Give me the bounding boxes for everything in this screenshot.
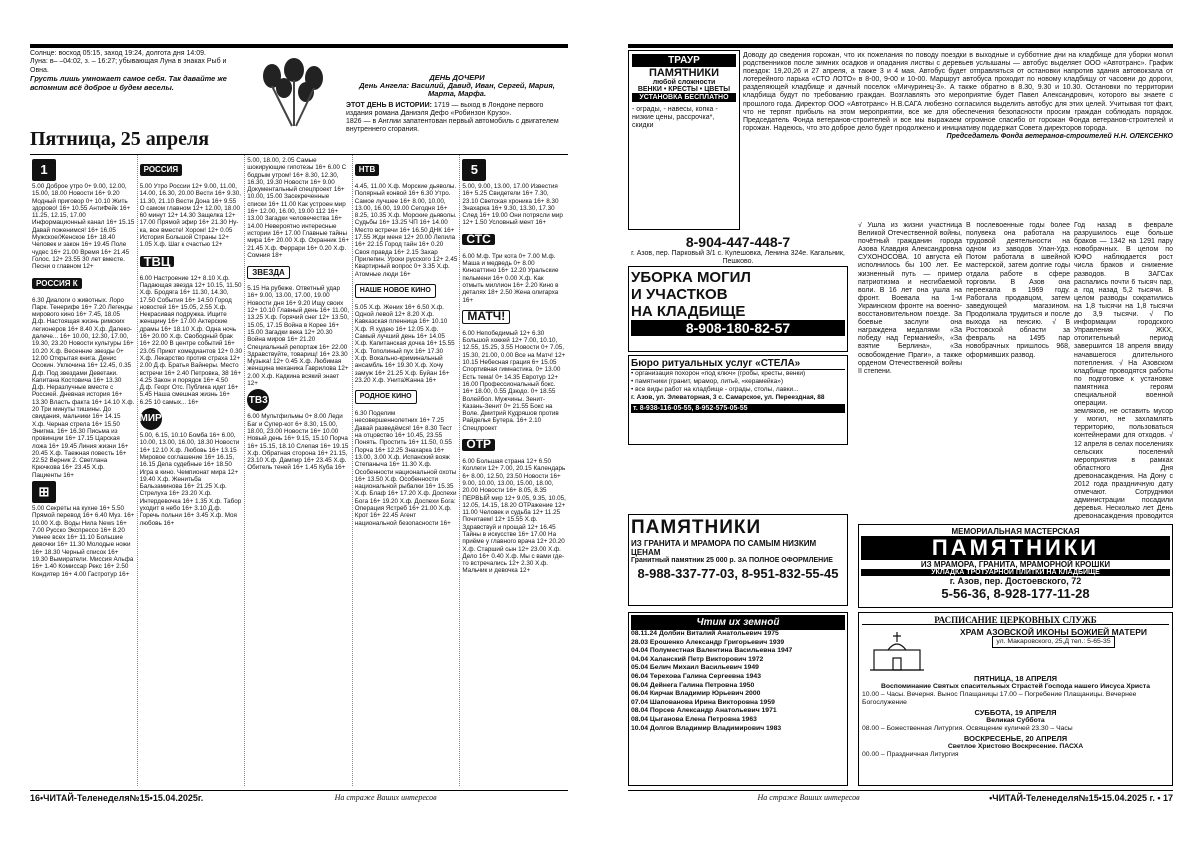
memorial-item: 05.04 Белич Михаил Васильевич 1949 [631, 664, 759, 672]
program-list: 6.00 Настроение 12+ 8.10 Х.ф. Падающая звезда 12+ 10.15, 11.50 Х.ф. Бродяга 16+ 11.30, 14.30, 17.50 События 16+ 14.50 Город новостей 16+ 15.05, 2.55 Х.ф. Некрасивая подружка. Ищите женщину 16+ 17.00 Актерские драмы 16+ 18.10 Х.ф. Одна ночь 16+ 20.00 Х.ф. Свободный брак 16+ 22.00 В центре событий 16+ 23.05 Приют комедиантов 12+ 0.30 Х.ф. Лекарство против страха 12+ 2.00 Д.ф. Братья Вайнеры. Место встречи 16+ 2.40 Петровка, 38 16+ 4.25 Закон и порядок 16+ 4.50 Д.ф. Георг Отс. Публика идет 16+ 5.45 Наша смешная жизнь 16+ 6.25 10 самых... 16+ [139, 274, 243, 406]
ad-memorial-materials: ИЗ МРАМОРА, ГРАНИТА, МРАМОРНОЙ КРОШКИ [920, 560, 1111, 569]
history-1: 1719 — выход в Лондоне первого издания романа Даниэля Дефо «Робинзон Крузо». [346, 101, 544, 117]
program-list: 5.00, 18.00, 2.05 Самые шокирующие гипотезы 16+ 6.00 С бодрым утром! 16+ 8.30, 12.30, 16.30, 19.30 Новости 16+ 9.00 Документальный спецпроект 16+ 10.00, 15.00 Засекреченные списки 16+ 11.00 Как устроен мир 16+ 12.00, 16.00, 19.00 112 16+ 13.00 Загадки человечества 16+ 14.00 Невероятно интересные истории 16+ 17.00 Главные тайны мира 16+ 20.00 Х.ф. Охранник 16+ 21.45 Х.ф. Феррари 16+ 0.20 Х.ф. Сомния 18+ [247, 157, 349, 259]
memorial-item: 28.03 Ерошенко Александр Григорьевич 1939 [631, 638, 785, 646]
ad-stela-row: • памятники (гранит, мрамор, литьё, «керамейка») [631, 378, 784, 385]
church-name: ХРАМ АЗОВСКОЙ ИКОНЫ БОЖИЕЙ МАТЕРИ [959, 627, 1148, 637]
memorial-item: 04.04 Халанский Петр Викторович 1972 [631, 655, 764, 663]
ad-trayr-install: УСТАНОВКА БЕСПЛАТНО [632, 93, 736, 102]
ad-granite-phones: 8-988-337-77-03, 8-951-832-55-45 [637, 566, 839, 581]
ad-trayr-list: - ограды, - навесы, копка - низкие цены, рассрочка*, скидки [632, 106, 718, 129]
ad-trayr-phone: 8-904-447-448-7 [685, 234, 791, 250]
article-col-2: В послевоенные годы более полувека она работала на трудовой деятельности на одном из заводов Улан-Удэ. Потом работала в швейной мастерской, затем долгие годы отдала работе в сфере торговли. В Азов она переехала в 1969 году. Работала продавцом, затем заведующей магазином. Продолжала трудиться и после выхода на пенсию. √ В Ростовской области за февраль на 1495 пар новобрачных пришлось 968, оформивших развод. [966, 222, 1070, 359]
ad-stela [628, 355, 848, 445]
ad-memorial-headline: ПАМЯТНИКИ [861, 536, 1170, 560]
footer-issue: •ЧИТАЙ-Теленеделя№15•15.04.2025 г. • 17 [989, 792, 1173, 803]
left-footer [30, 790, 568, 804]
memorial-list [628, 612, 848, 786]
history-head: ЭТОТ ДЕНЬ В ИСТОРИИ: [346, 101, 432, 109]
church-schedule [858, 612, 1173, 786]
top-rule [628, 44, 1173, 48]
ad-stela-title: Бюро ритуальных услуг «СТЕЛА» [631, 358, 845, 370]
memorial-item: 06.04 Дейнега Галина Петровна 1950 [631, 681, 755, 689]
memorial-item: 10.04 Долгов Владимир Владимирович 1983 [631, 724, 782, 732]
ad-granite-price: Гранитный памятник 25 000 р. ЗА ПОЛНОЕ ОФОРМЛЕНИЕ [631, 557, 833, 564]
notice-signature: Председатель Фонда ветеранов-строителей Н.Н. ОЛЕКСЕНКО [946, 132, 1173, 140]
memorial-item: 08.11.24 Долбин Виталий Анатольевич 1975 [631, 630, 779, 637]
service-name: Великая Суббота [986, 717, 1045, 724]
article-col-1: √ Ушла из жизни участница Великой Отечественной войны, почётный гражданин города Азова Клавдия Александровна СУХОНОСОВА. 10 августа ей исполнилось бы 100 лет. Ее жизненный путь — пример патриотизма и несгибаемой воли. В 16 лет она ушла на фронт. Воевала на 1-м Украинском фронте на военно-восстановительном поезде. За боевые заслуги она награждена медалями «За победу над Германией», «За взятие Берлина», «За освобождение Праги», а также орденом Отечественной войны II степени. [858, 222, 962, 375]
footer-slogan: На страже Ваших интересов [334, 793, 437, 802]
right-page [628, 44, 1173, 804]
memorial-item: 04.04 Полуместная Валентина Васильевна 1947 [631, 647, 793, 655]
ad-granite-sub: ИЗ ГРАНИТА И МРАМОРА ПО САМЫМ НИЗКИМ ЦЕНАМ [631, 539, 817, 557]
channel-logo-perviy: 1 [32, 159, 56, 181]
day-info [346, 74, 568, 134]
memorial-item: 08.04 Порсев Александр Анатольевич 1971 [631, 707, 777, 715]
quote: Грусть лишь умножает самое себя. Так давайте же вспомним всё доброе и будем веселы. [30, 74, 227, 92]
moon-line: Луна: в– –04:02, з. – 16:27; убывающая Луна в знаках Рыб и Овна. [30, 58, 227, 74]
channel-logo-mir: МИР [140, 408, 162, 430]
program-list: 5.00 Доброе утро 0+ 9.00, 12.00, 15.00, 18.00 Новости 16+ 9.20 Модный приговор 0+ 10.10 Жить здорово! 16+ 10.55 АнтиФейк 16+ 11.25, 12.15, 17.00 Информационный канал 16+ 15.15 Давай поженимся! 16+ 16.05 Мужское/Женское 16+ 18.40 Человек и закон 16+ 19.45 Поле чудес 16+ 21.00 Время 16+ 21.45 Голос. 12+ 23.55 30 лет вместе. Песни о главном 12+ [32, 183, 135, 271]
service-name: Светлое Христово Воскресение. ПАСХА [947, 743, 1084, 750]
memorial-head: Чтим их земной [631, 615, 845, 630]
service-times: 00.00 – Праздничная Литургия [862, 751, 959, 758]
tv-column-5 [460, 155, 568, 786]
ad-granite-monuments [628, 514, 848, 606]
program-list: 5.00, 9.00, 13.00, 17.00 Известия 16+ 5.25 Свидетели 16+ 7.30, 23.10 Светская хроника 16+ 8.30 Знахарка 16+ 9.30, 13.30, 17.30 След 16+ 19.00 Они потрясли мир 12+ 1.50 Условный мент 16+ [462, 183, 563, 227]
program-list: 6.30 Поделим несовершеннолетних 16+ 7.25 Давай разведёмся! 16+ 8.30 Тест на отцовство 16+ 10.45, 23.55 Понять. Простить 16+ 11.50, 0.55 Порча 16+ 12.25 Знахарка 16+ 13.00, 3.00 Х.ф. Испанский вояж Степаныча 16+ 11.30 Х.ф. Особенности национальной охоты 16+ 13.50 Х.ф. Особенности национальной рыбалки 16+ 15.35 Х.ф. Блаф 16+ 17.20 Х.ф. Доспехи Бога 16+ 19.20 Х.ф. Доспехи Бога: Операция Ястреб 16+ 21.00 Х.ф. Крот 16+ 22.45 Агент национальной безопасности 16+ [354, 410, 457, 527]
channel-logo-tv3: ТВ3 [247, 389, 269, 411]
program-list: 5.15 На рубеже. Ответный удар 16+ 9.00, 13.00, 17.00, 19.00 Новости дня 16+ 9.20 Ищу своих 12+ 10.10 Главный день 16+ 11.00, 13.25 Х.ф. Горячий снег 12+ 13.50, 15.05, 17.15 Война в Корее 16+ 15.00 Загадки века 12+ 20.30 Война миров 16+ 21.20 Специальный репортаж 16+ 22.00 Здравствуйте, товарищ! 16+ 23.30 Музыка! 12+ 0.45 Х.ф. Любимая женщина механика Гаврилова 12+ 2.00 Х.ф. Кадкина всякий знает 12+ [247, 285, 350, 388]
memorial-item: 06.04 Кирчак Владимир Юрьевич 2000 [631, 690, 761, 698]
church-icon [862, 628, 932, 672]
ad-cleaning-line3: НА КЛАДБИЩЕ [631, 303, 746, 320]
angels-day: День Ангела: Василий, Давид, Иван, Сергей, Мария, Марта, Марфа. [359, 81, 555, 99]
left-page [30, 44, 568, 804]
church-address: ул. Макаровского, 25,Д тел.: 5-65-35 [992, 636, 1114, 648]
memorial-item: 07.04 Шапованова Ирина Викторовна 1959 [631, 698, 775, 706]
service-times: 08.00 – Божественная Литургия. Освящение куличей 23.30 – Часы [862, 725, 1073, 732]
footer-issue: 16•ЧИТАЙ-Теленеделя№15•15.04.2025г. [30, 792, 204, 803]
service-name: Воспоминание Святых спасительных Страстей Господа нашего Иисуса Христа [880, 683, 1151, 690]
tv-column-1 [30, 155, 138, 786]
program-list: 4.45, 11.00 Х.ф. Морские дьяволы. Полярный конвой 16+ 6.30 Утро. Самое лучшее 16+ 8.00, 10.00, 13.00, 16.00, 19.00 Сегодня 16+ 8.25, 10.35 Х.ф. Морские дьяволы. Судьбы 16+ 13.25 ЧП 16+ 14.00 Место встречи 16+ 16.50 ДНК 16+ 17.55 Жди меня 12+ 20.00 Лепила 16+ 22.15 Город тайн 16+ 0.20 Своя правда 16+ 2.15 Захар Прилепин. Уроки русского 12+ 2.45 Квартирный вопрос 0+ 3.35 Х.ф. Атомные люди 16+ [354, 183, 458, 278]
channel-logo-match: МАТЧ! [462, 310, 510, 323]
top-rule [30, 44, 568, 48]
history-2: 1826 — в Англии запатентован первый автомобиль с двигателем внутреннего сгорания. [346, 118, 559, 134]
footer-slogan: На страже Ваших интересов [757, 793, 860, 802]
ad-memorial-phones: 5-56-36, 8-928-177-11-28 [941, 586, 1090, 601]
service-day: ПЯТНИЦА, 18 АПРЕЛЯ [973, 674, 1058, 683]
channel-logo-zvezda: ЗВЕЗДА [247, 266, 290, 279]
channel-logo-ntv: НТВ [355, 164, 379, 175]
history [346, 102, 568, 118]
day-title: Пятница, 25 апреля [30, 128, 210, 150]
ad-stela-row: • организация похорон «под ключ» (гробы, кресты, венки) [631, 370, 806, 377]
channel-logo-tnt: ⊞ [32, 481, 56, 503]
channel-logo-5: 5 [462, 159, 486, 181]
ad-grave-cleaning [628, 266, 848, 352]
ad-trayr-cats: ВЕНКИ • КРЕСТЫ • ЦВЕТЫ [637, 86, 731, 93]
program-list: 5.00, 6.15, 10.10 Бомба 16+ 6.00, 10.00, 13.00, 16.00, 18.30 Новости 16+ 12.10 Х.ф. Любовь 16+ 13.15 Мировое соглашение 16+ 16.15, 16.15 Дела судебные 16+ 18.50 Игра в кино. Чемпионат мира 12+ 19.40 Х.ф. Женитьба Бальзаминова 16+ 21.25 Х.ф. Стрелуха 16+ 23.20 Х.ф. Интердевочка 16+ 1.35 Х.ф. Табор уходит в небо 16+ 3.10 Д.ф. Горечь польни 16+ 3.45 Х.ф. Моя любовь 16+ [139, 432, 242, 527]
program-list: 6.00 М.ф. Три кота 0+ 7.00 М.ф. Маша и медведь 0+ 8.00 Киноаттино 16+ 12.20 Уральские пельмени 16+ 0.00 Х.ф. Как отмыть миллион 16+ 2.20 Кино в деталях 18+ 2.50 Жена олигарха 16+ [462, 252, 559, 304]
program-list: 6.00 Непобедимый 12+ 6.30 Большой хоккей 12+ 7.00, 10.10, 12.55, 15.25, 3.55 Новости 0+ 7.05, 15.30, 21.00, 0.00 Все на Матч! 12+ 10.15 Небесная грация 6+ 15.05 Спортивная гимнастика. 0+ 13.00 Есть тема! 0+ 14.35 Евротур 12+ 16.00 Профессиональный бокс. 16+ 18.00, 0.55 Дзюдо. 0+ 18.55 Волейбол. Мужчины. Зенит-Казань-Зенит 0+ 21.55 Бокс на Воле. Дмитрий Кудряшов против Райделья Бутера. 16+ 2.10 Спецпроект [462, 329, 566, 432]
right-footer [628, 790, 1173, 804]
ad-granite-title: ПАМЯТНИКИ [631, 517, 762, 538]
ads-column-lower [628, 234, 848, 448]
channel-logo-rossiya: РОССИЯ [140, 164, 183, 175]
ad-cleaning-line2: И УЧАСТКОВ [631, 286, 728, 303]
tv-column-4 [353, 155, 461, 786]
service-times: 10.00 – Часы. Вечерня. Вынос Плащаницы 17.00 – Погребение Плащаницы. Вечернее Богослужение [862, 691, 1137, 706]
channel-logo-otr: ОТР [462, 439, 495, 450]
ad-memorial-address: г. Азов, пер. Достоевского, 72 [949, 576, 1082, 586]
channel-logo-tvc: ТВЦ [140, 256, 175, 267]
ad-trayr-sub: любой сложности [652, 79, 716, 86]
ad-trayr-headline: ПАМЯТНИКИ [648, 67, 720, 79]
ad-stela-phones: т. 8-938-116-05-55, 8-952-575-05-55 [631, 404, 845, 413]
ad-trayr-address: г. Азов, пер. Парковый 3/1 с. Кулешовка, Ленина 324е. Кагальник, Пешково. [631, 250, 845, 265]
notice-text: Доводу до сведения горожан, что их пожелания по поводу поездки в выходные и субботние дни на кладбище для уборки могил родственников после зимних осадков и опадания листвы с деревьев услышаны — автобус выделяет ООО «Автотранс». График поездок: 19,20,26 и 27 апреля, а также 3 и 4 мая. Автобус будет отправляться от остановки напротив здания автовокзала от лотерейного ларька «СТО ЛОТО» в 8-00, 9-00 и 10-00. Маршрут автобуса проходит по новому кладбищу от часовни до дороги, разделяющей кладбище и дачный поселок «Мичуринец-3». А также обратно в 8.30, 9.30 и 10.30. Остановки по территории кладбища будут по требованию граждан. Возглавлять это мероприятие будет Павел Александрович, которого вы знаете с прошлого года. Директор ООО «Автотранс» Н.В.САГА любезно согласился выделить автобус для этих целей. Учитывая тот факт, что не терпят прибыль на этом мероприятии, все же для обеспечения безопасности просим граждан соблюдать порядок. Председатель Фонда ветеранов-строителей и все мы выражаем огромное спасибо от горожан Фонда ветеранов-строителей и горожан. Надеюсь, что это доброе дело будет продолжено и инициативу поддержат Совета директоров города. [743, 52, 1173, 132]
channel-logo-nashe-kino: НАШЕ НОВОЕ КИНО [355, 284, 436, 297]
service-day: СУББОТА, 19 АПРЕЛЯ [974, 708, 1057, 717]
church-head: РАСПИСАНИЕ ЦЕРКОВНЫХ СЛУЖБ [862, 616, 1169, 625]
ad1-wrap [628, 50, 740, 230]
service-day: ВОСКРЕСЕНЬЕ, 20 АПРЕЛЯ [963, 734, 1068, 743]
article-continuation: земляков, не оставить мусор у могил, не захламлять территорию, пользоваться контейнерами для отходов. √ 12 апреля в селах поселениях сельских поселений мероприятия в рамках областного Дня древонасаждения. На Дону с 2012 года праздничную дату отмечают. Сотрудники администрации посадили деревья. Несколько лет День древонасаждения проводится [1074, 408, 1173, 520]
article-col-3: Год назад в феврале разрушилось еще больше браков — 1342 на 1291 пару новобрачных. В целом по ЮФО наблюдается рост числа браков и снижение разводов. В ЗАГСах распались почти 6 тысяч пар, а год назад 5,2 тысячи. В целом разводы сократились на 1,8 тысячи на 1,8 тысячи до 3,9 тысячи. √ По информации городского Управления ЖКХ, отопительный период завершится 18 апреля ввиду начавшегося длительного потепления. √ На Азовском кладбище проводятся работы по подготовке к установке памятника героям специальной военной операции. земляков, не оставить мусор у могил, не захламлять территорию, пользоваться контейнерами для отходов. √ 12 апреля в селах поселениях сельских поселений мероприятия в рамках областного Дня древонасаждения. На Дону с 2012 года праздничную дату отмечают. Сотрудники администрации посадили деревья. Несколько лет День древонасаждения проводится [1074, 222, 1173, 520]
program-list: 5.00 Утро России 12+ 9.00, 11.00, 14.00, 16.30, 20.00 Вести 16+ 9.30, 11.30, 21.10 Вести Дона 16+ 9.55 О самом главном 12+ 12.00, 18.00 60 минут 12+ 14.30 Защелка 12+ 17.00 Прямой эфир 16+ 21.30 Ну-ка, все вместе! Хором! 12+ 0.05 История Большой Страны 12+ 1.05 Х.ф. Шаг к счастью 12+ [139, 183, 242, 249]
ad-cleaning-line1: УБОРКА МОГИЛ [631, 269, 751, 286]
tulips-image [252, 58, 336, 128]
ad-memorial-workshop [858, 524, 1173, 608]
tv-column-2 [138, 155, 246, 786]
ad-trayr-title: ТРАУР [632, 54, 736, 67]
ad-stela-row: • все виды работ на кладбище - ограды, столы, лавки... [631, 386, 799, 393]
memorial-item: 08.04 Цыганова Елена Петровна 1963 [631, 715, 757, 723]
channel-logo-rodnoe-kino: РОДНОЕ КИНО [355, 390, 417, 403]
sun-line: Солнце: восход 05:15, заход 19:24, долгота дня 14:09. [30, 50, 206, 57]
program-list: 5.00 Секреты на кухне 16+ 5.50 Прямой перевод 16+ 6.40 Муз. 16+ 10.00 Х.ф. Воды Нила News 16+ 7.00 Русско Экспрессо 16+ 8.20 Умнее всех 16+ 11.10 Большие девочки 16+ 11.30 Молодые ножи 16+ 18.30 Черный список 16+ 19.30 Вымиратели. Миссия Альфа 16+ 1.40 Комиссар Рекс 16+ 2.50 Кондитер 16+ 4.00 Гастротур 16+ [32, 504, 135, 578]
sun-moon-info [30, 50, 238, 92]
memorial-item: 06.04 Терехова Галина Сергеевна 1943 [631, 672, 761, 680]
channel-logo-sts: СТС [462, 234, 494, 245]
program-list: 6.30 Диалоги о животных. Лоро Парк. Тенерифе 16+ 7.20 Легенды мирового кино 16+ 7.45, 18.05 Д.ф. Настоящая жизнь римских легионеров 16+ 8.40 Х.ф. Далеко-далече... 16+ 10.00, 12.30, 17.00, 19.30, 23.20 Новости культуры 16+ 10.20 Х.ф. Весенние звезды 0+ 12.00 Открытая книга. Денис Осокин. Уключина 16+ 12.45, 0.35 Д.ф. Под звездами Деветаки. Капитана Костовича 16+ 13.30 Д.ф. Неразлучные вместе с Россией. Дневная история 16+ 13.30 Власть факта 16+ 14.10 Х.ф. 20 Три минуты тишины. До свидания, мальчики 16+ 14.15 Х.ф. Черная стрела 16+ 15.50 Энигма. 16+ 16.30 Письма из провинции 16+ 17.15 Царская ложа 16+ 19.45 Линия жизни 16+ 20.45 Х.ф. Таежная повесть 16+ 22.52 Верник 2. Светлана Крючкова 16+ 23.45 Х.ф. Пациенты 16+ [32, 296, 135, 479]
program-list: 6.00 Мультфильмы 0+ 8.00 Леди Баг и Супер-кот 6+ 8.30, 15.00, 18.00, 23.00 Новости 16+ 10.00 Новый день 16+ 9.15, 15.10 Порча 16+ 15.15, 18.10 Слепая 16+ 19.15 Х.ф. Обратная сторона 16+ 21.15, 23.10 Х.ф. Дампир 16+ 23.45 Х.ф. Обитель теней 16+ 1.45 Куба 16+ [247, 413, 349, 472]
ad-memorial-paving: УКЛАДКА ТРОТУАРНОЙ ПЛИТКИ НА КЛАДБИЩЕ [861, 569, 1170, 576]
ad-memorial-title: МЕМОРИАЛЬНАЯ МАСТЕРСКАЯ [951, 527, 1080, 536]
ad-stela-address: г. Азов, ул. Элеваторная, 3 с. Самарское, ул. Переездная, 88 [631, 394, 825, 401]
tv-grid [30, 154, 568, 786]
channel-logo-kultura: РОССИЯ К [32, 278, 82, 289]
tv-column-3 [245, 155, 353, 786]
day-of: ДЕНЬ ДОЧЕРИ [429, 73, 485, 82]
program-list: 5.05 Х.ф. Жених 16+ 6.50 Х.ф. Одной левой 12+ 8.20 Х.ф. Кавказская пленница 16+ 10.10 Х.ф. Я худею 16+ 12.05 Х.ф. Самый лучший день 16+ 14.05 Х.ф. Капитанская дочка 16+ 15.55 Х.ф. Тополиный пух 16+ 17.30 Х.ф. Вокально-криминальный ансамбль 16+ 19.30 Х.ф. Хочу замуж 16+ 21.25 Х.ф. Буйан 16+ 23.20 Х.ф. УнитаЖанна 16+ [354, 303, 455, 384]
program-list: 6.00 Большая страна 12+ 6.50 Коллеги 12+ 7.00, 20.15 Календарь 6+ 8.00, 12.50, 23.50 Новости 16+ 9.00, 10.00, 13.00, 15.00, 18.00, 20.00 Новости 16+ 8.05, 8.35 ПЕРВЫЙ мир 12+ 9.05, 9.35, 10.05, 12.05, 14.15, 18.20 ОТРажение 12+ 11.00 Человек и судьба 12+ 11.25 Почитаем! 12+ 15.55 Х.ф. Здравствуй и прощай 12+ 16.45 Тайны в искусстве 16+ 17.00 На приёме у главного врача 12+ 20.20 Х.ф. Старший сын 12+ 23.00 Х.ф. Дело 16+ 0.40 Х.ф. Мы с вами где-то встречались 12+ 2.30 Х.ф. Мальчик и девочка 12+ [462, 458, 566, 575]
ad-cleaning-phone: 8-908-180-82-57 [631, 320, 845, 336]
bus-notice [743, 52, 1173, 141]
